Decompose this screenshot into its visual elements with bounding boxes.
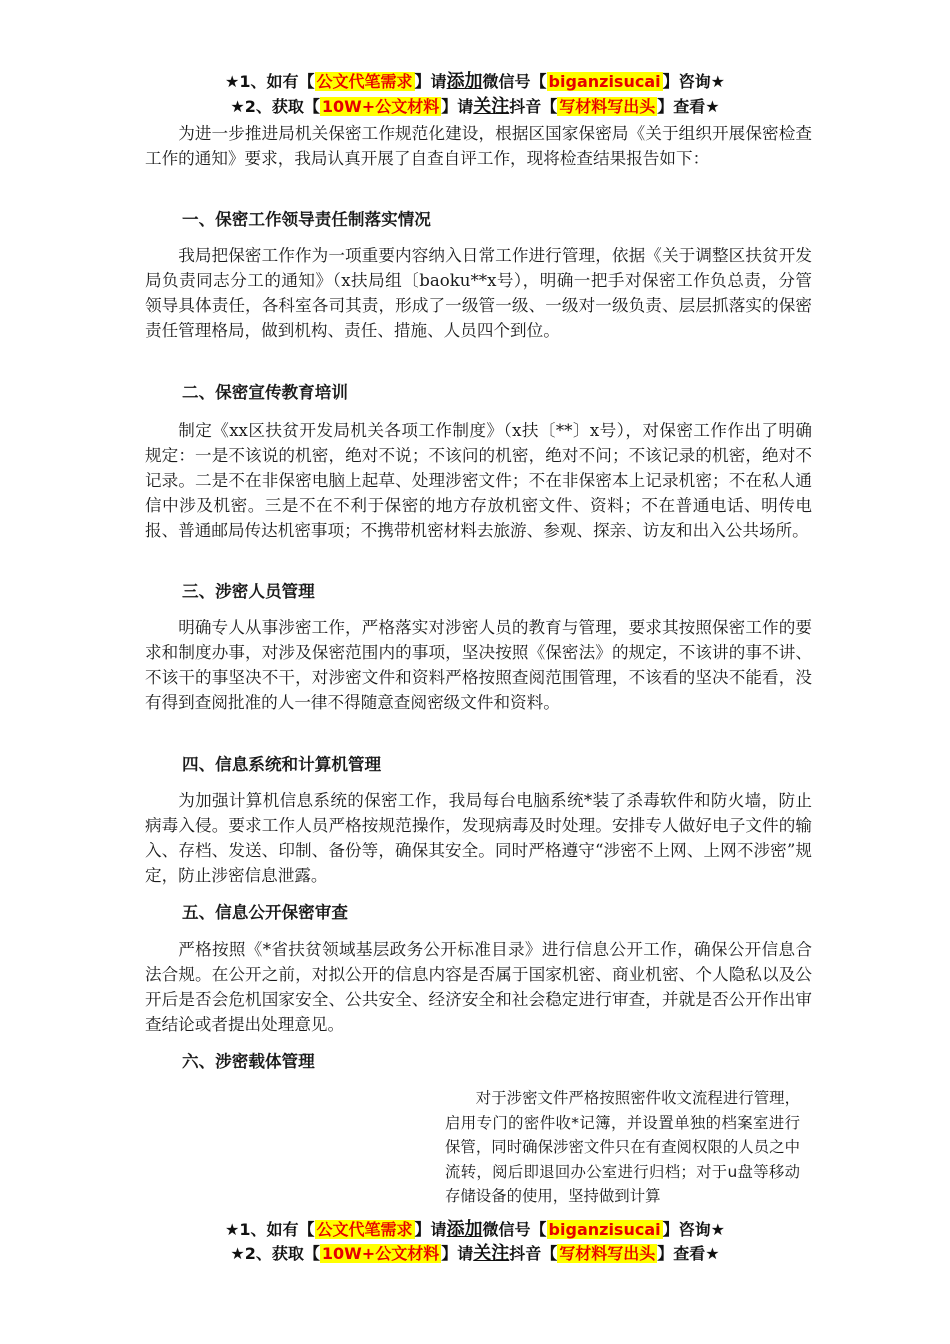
promo-banner-bottom-line1: ★1、如有【 公文代笔需求 】请添加微信号【 biganzisucai 】咨询★ bbox=[225, 1219, 725, 1240]
highlight-service: 公文代笔需求 bbox=[316, 1220, 413, 1239]
promo-banner-top-line2: ★2、获取【 10W+公文材料 】请关注抖音【 写材料写出头 】查看★ bbox=[230, 96, 720, 117]
section-heading-2: 二、保密宣传教育培训 bbox=[182, 383, 348, 402]
section-body-4: 为加强计算机信息系统的保密工作，我局每台电脑系统*装了杀毒软件和防火墙，防止病毒入侵。要求工作人员严格按规范操作，发现病毒及时处理。安排专人做好电子文件的输入、存档、发送、印制、备份等，确保其安全。同时严格遵守“涉密不上网、上网不涉密”规定，防止涉密信息泄露。 bbox=[145, 791, 812, 885]
section-heading-3: 三、涉密人员管理 bbox=[182, 582, 315, 601]
highlight-wechat-id: biganzisucai bbox=[548, 1220, 661, 1239]
highlight-materials: 10W+公文材料 bbox=[321, 1244, 440, 1263]
section-heading-1: 一、保密工作领导责任制落实情况 bbox=[182, 210, 431, 229]
highlight-materials: 10W+公文材料 bbox=[321, 97, 440, 116]
promo-banner-top-line1: ★1、如有【 公文代笔需求 】请添加微信号【 biganzisucai 】咨询★ bbox=[225, 71, 725, 92]
section-body-5: 严格按照《*省扶贫领域基层政务公开标准目录》进行信息公开工作，确保公开信息合法合规。在公开之前，对拟公开的信息内容是否属于国家机密、商业机密、个人隐私以及公开后是否会危机国家安全、公共安全、经济安全和社会稳定进行审查，并就是否公开作出审查结论或者提出处理意见。 bbox=[145, 940, 812, 1034]
highlight-douyin-account: 写材料写出头 bbox=[559, 97, 656, 116]
section-heading-4: 四、信息系统和计算机管理 bbox=[182, 755, 382, 774]
highlight-service: 公文代笔需求 bbox=[316, 72, 413, 91]
section-heading-6: 六、涉密载体管理 bbox=[182, 1052, 315, 1071]
highlight-wechat-id: biganzisucai bbox=[548, 72, 661, 91]
section-body-3: 明确专人从事涉密工作，严格落实对涉密人员的教育与管理，要求其按照保密工作的要求和制度办事，对涉及保密范围内的事项，坚决按照《保密法》的规定，不该讲的事不讲、不该干的事坚决不干，对涉密文件和资料严格按照查阅范围管理，不该看的坚决不能看，没有得到查阅批准的人一律不得随意查阅密级文件和资料。 bbox=[145, 618, 812, 712]
highlight-douyin-account: 写材料写出头 bbox=[559, 1244, 656, 1263]
promo-banner-bottom-line2: ★2、获取【 10W+公文材料 】请关注抖音【 写材料写出头 】查看★ bbox=[230, 1243, 720, 1264]
section-body-6: 对于涉密文件严格按照密件收文流程进行管理，启用专门的密件收*记簿，并设置单独的档案室进行保管，同时确保涉密文件只在有查阅权限的人员之中流转，阅后即退回办公室进行归档；对于u盘等移动存储设备的使用，坚持做到计算 bbox=[445, 1089, 800, 1205]
section-heading-5: 五、信息公开保密审查 bbox=[182, 903, 348, 922]
section-body-1: 我局把保密工作作为一项重要内容纳入日常工作进行管理，依据《关于调整区扶贫开发局负责同志分工的通知》（x扶局组〔baoku**x号），明确一把手对保密工作负总责，分管领导具体责任，各科室各司其责，形成了一级管一级、一级对一级负责、层层抓落实的保密责任管理格局，做到机构、责任、措施、人员四个到位。 bbox=[145, 246, 812, 340]
section-body-2: 制定《xx区扶贫开发局机关各项工作制度》（x扶〔**〕x号），对保密工作作出了明确规定：一是不该说的机密，绝对不说；不该问的机密，绝对不问；不该记录的机密，绝对不记录。二是不在非保密电脑上起草、处理涉密文件；不在非保密本上记录机密；不在私人通信中涉及机密。三是不在不利于保密的地方存放机密文件、资料；不在普通电话、明传电报、普通邮局传达机密事项；不携带机密材料去旅游、参观、探亲、访友和出入公共场所。 bbox=[145, 421, 812, 540]
intro-paragraph: 为进一步推进局机关保密工作规范化建设，根据区国家保密局《关于组织开展保密检查工作的通知》要求，我局认真开展了自查自评工作，现将检查结果报告如下： bbox=[145, 124, 812, 168]
